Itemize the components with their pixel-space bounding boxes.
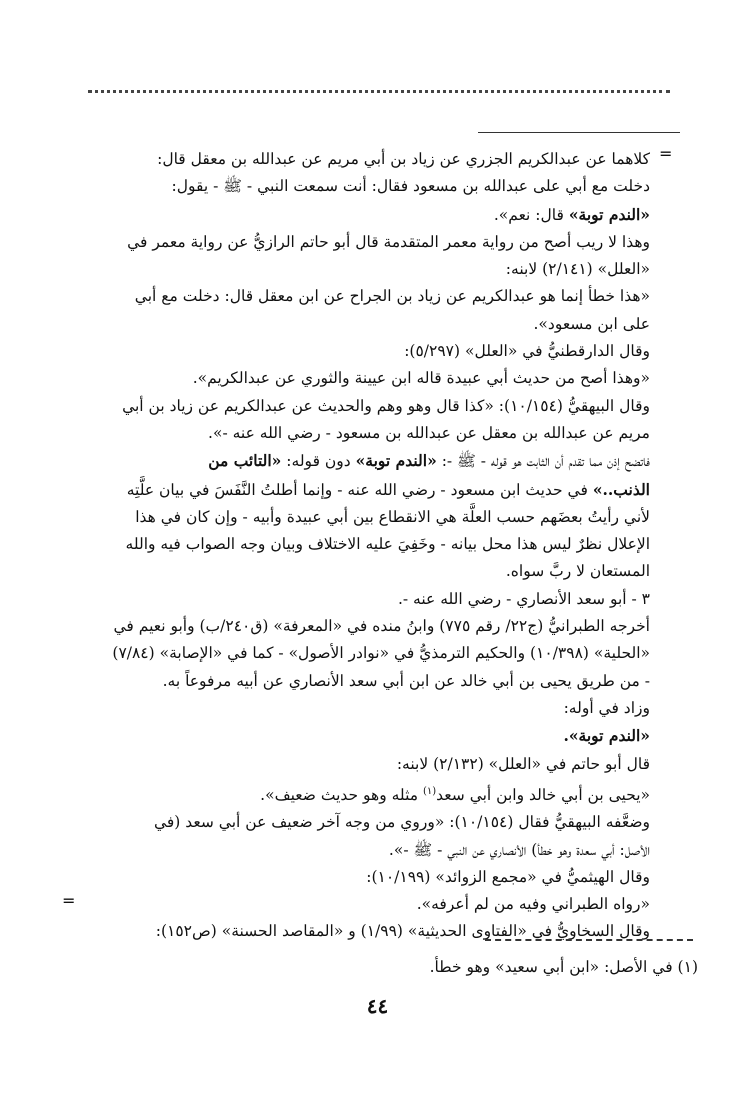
text-line: وقال البيهقيُّ (١٠/١٥٤): «كذا قال وهو وهم والحديث عن عبدالكريم عن زياد بن أبي [122, 396, 650, 415]
text-line: على ابن مسعود». [533, 314, 650, 333]
text-line: وقال السخاويُّ في «الفتاوى الحديثية» (١/٩٩) و «المقاصد الحسنة» (ص١٥٢): [155, 922, 650, 941]
bold-phrase: «الندم توبة». [563, 726, 650, 746]
text-line: «رواه الطبراني وفيه من لم أعرفه». [416, 895, 650, 914]
footnote-ref[interactable]: (١) [422, 785, 437, 797]
text-span: «يحيى بن أبي خالد وابن أبي سعد [436, 785, 650, 804]
text-line: «وهذا أصح من حديث أبي عبيدة قاله ابن عيينة والثوري عن عبدالكريم». [192, 369, 650, 388]
bold-phrase: «الندم توبة» [568, 204, 650, 224]
body-text [82, 146, 650, 946]
text-line: الأصل: أبي سعدة وهو خطأ) الأنصاري عن النبي - ﷺ -». [388, 840, 650, 859]
top-rule [478, 132, 680, 133]
continuation-mark-top: = [659, 144, 673, 163]
footnote-rule [485, 939, 693, 941]
text-line: وقال الهيثميُّ في «مجمع الزوائد» (١٠/١٩٩): [366, 867, 650, 886]
bold-phrase: «التائب من [208, 451, 282, 471]
text-line: وهذا لا ريب أصح من رواية معمر المتقدمة قال أبو حاتم الرازيُّ عن رواية معمر في [127, 232, 650, 251]
bold-phrase: الذنب..» [592, 479, 650, 499]
text-line: «الحلية» (١٠/٣٩٨) والحكيم الترمذيُّ في «نوادر الأصول» - كما في «الإصابة» (٧/٨٤) [112, 644, 650, 663]
text-line: «هذا خطأ إنما هو عبدالكريم عن زياد بن الجراح عن ابن معقل قال: دخلت مع أبي [134, 287, 650, 306]
text-line [82, 722, 650, 750]
text-line: الإعلال نظرٌ ليس هذا محل بيانه - وخَفِيَ عليه الاختلاف وبيان وجه الصواب فيه والله [125, 535, 650, 554]
text-span: في حديث ابن مسعود - رضي الله عنه - وإنما أطلتُ النَّفَسَ في بيان علَّتِه [126, 480, 593, 499]
text-line [82, 476, 650, 504]
text-line: مريم عن عبدالله بن معقل عن عبدالله بن مسعود - رضي الله عنه -». [208, 423, 650, 442]
text-span: قال: نعم». [493, 205, 564, 224]
text-line: لأني رأيتُ بعضَهم حسب العلَّة هي الانقطاع بين أبي عبيدة وأبيه - وإن كان في هذا [135, 507, 650, 526]
text-line: «العلل» (٢/١٤١) لابنه: [505, 260, 650, 279]
continuation-mark-bottom: = [62, 891, 76, 910]
text-line: دخلت مع أبي على عبدالله بن مسعود فقال: أنت سمعت النبي - ﷺ - يقول: [171, 177, 650, 196]
footnote-text: في الأصل: «ابن أبي سعيد» وهو خطأ. [429, 958, 673, 976]
text-line: وضعَّفه البيهقيُّ فقال (١٠/١٥٤): «وروي من وجه آخر ضعيف عن أبي سعد (في [153, 813, 650, 832]
text-line: أخرجه الطبرانيُّ (ج٢٢/ رقم ٧٧٥) وابنُ منده في «المعرفة» (ق٢٤٠/ب) وأبو نعيم في [113, 617, 650, 636]
text-span: دون قوله: [281, 452, 356, 471]
bold-phrase: «الندم توبة» [355, 451, 437, 471]
page-number: ٤٤ [366, 994, 389, 1018]
header-dotted-rule [88, 90, 670, 93]
text-line [82, 778, 650, 809]
text-span: فاتضح إذن مما تقدم أن الثابت هو قوله - ﷺ -: [436, 452, 650, 471]
text-line [82, 201, 650, 229]
text-line: وزاد في أوله: [563, 698, 650, 717]
text-line: قال أبو حاتم في «العلل» (٢/١٣٢) لابنه: [396, 754, 650, 773]
footnote [300, 955, 698, 979]
text-span: مثله وهو حديث ضعيف». [260, 785, 423, 804]
text-line: وقال الدارقطنيُّ في «العلل» (٥/٢٩٧): [404, 342, 650, 361]
text-line: كلاهما عن عبدالكريم الجزري عن زياد بن أبي مريم عن عبدالله بن معقل قال: [157, 150, 650, 168]
footnote-number: (١) [677, 958, 698, 976]
text-line [82, 447, 650, 475]
text-line: ٣ - أبو سعد الأنصاري - رضي الله عنه -. [397, 589, 650, 608]
text-line: - من طريق يحيى بن أبي خالد عن ابن أبي سعد الأنصاري عن أبيه مرفوعاً به. [162, 671, 650, 690]
text-line: المستعان لا ربَّ سواه. [505, 562, 650, 581]
